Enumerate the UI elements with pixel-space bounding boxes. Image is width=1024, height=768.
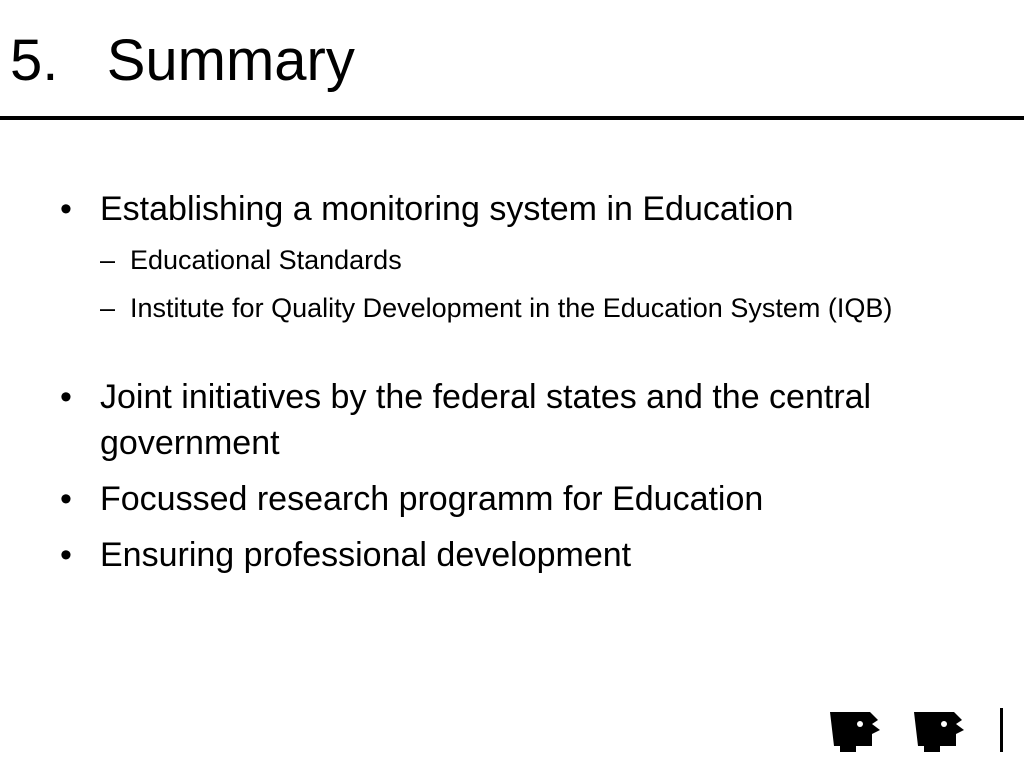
logo-divider	[1000, 708, 1003, 752]
bullet-text: Establishing a monitoring system in Education	[100, 190, 794, 228]
sub-bullet-list	[100, 240, 960, 328]
bullet-marker: •	[60, 536, 72, 574]
bullet-marker: •	[60, 190, 72, 228]
bullet-text: Focussed research programm for Education	[100, 480, 764, 518]
bullet-text: Ensuring professional development	[100, 536, 632, 574]
slide-title	[10, 26, 355, 96]
bullet-item	[60, 476, 960, 522]
bullet-marker: •	[60, 480, 72, 518]
bullet-item	[60, 186, 960, 328]
sub-bullet-text: Institute for Quality Development in the Education System (IQB)	[130, 293, 893, 323]
head-right-icon	[914, 712, 964, 752]
sub-bullet-text: Educational Standards	[130, 245, 402, 275]
bullet-list	[60, 186, 960, 578]
head-left-eye-icon	[857, 721, 863, 727]
slide-title-text: Summary	[106, 28, 355, 93]
head-right-eye-icon	[941, 721, 947, 727]
facing-heads-logo-icon	[826, 706, 1024, 754]
sub-bullet-item	[100, 288, 960, 328]
bullet-item	[60, 532, 960, 578]
bullet-text: Joint initiatives by the federal states and the central government	[100, 378, 872, 462]
slide-number: 5.	[10, 28, 59, 93]
title-divider	[0, 116, 1024, 120]
head-left-icon	[830, 712, 880, 752]
sub-bullet-marker: –	[100, 293, 116, 323]
list-spacer	[60, 336, 960, 374]
bullet-marker: •	[60, 378, 72, 416]
sub-bullet-item	[100, 240, 960, 280]
bullet-item	[60, 374, 960, 466]
sub-bullet-marker: –	[100, 245, 116, 275]
